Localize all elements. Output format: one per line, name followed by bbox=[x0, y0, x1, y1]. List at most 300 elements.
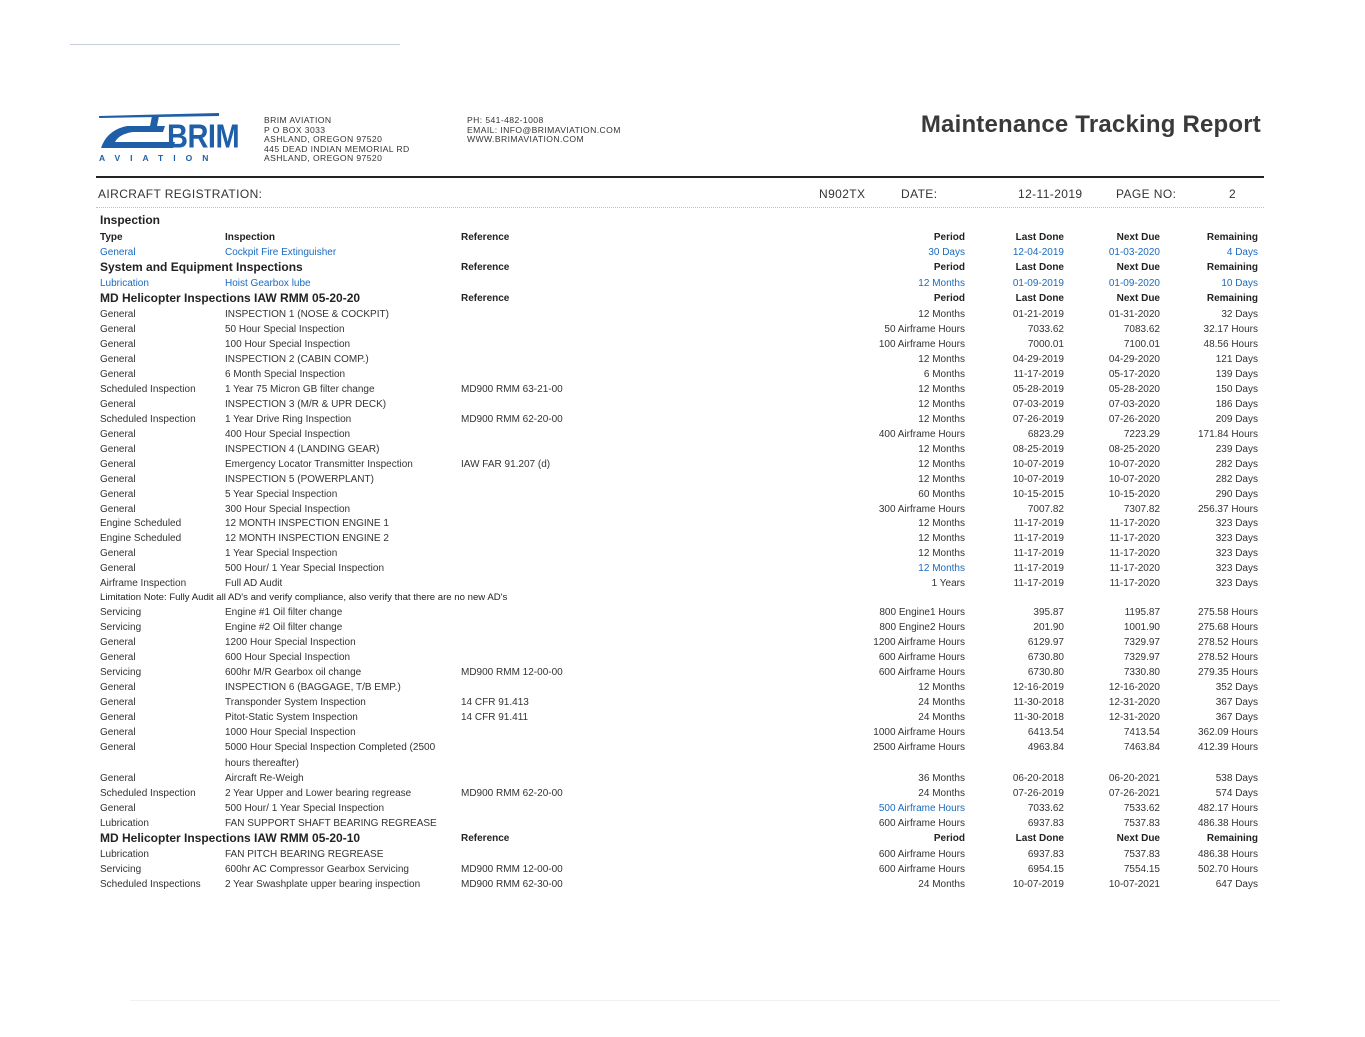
cell-next: 7537.83 bbox=[1123, 818, 1160, 829]
cell-insp: Aircraft Re-Weigh bbox=[225, 773, 304, 784]
cell-insp: INSPECTION 4 (LANDING GEAR) bbox=[225, 444, 380, 455]
cell-rem: 282 Days bbox=[1215, 474, 1258, 485]
cell-ref: MD900 RMM 12-00-00 bbox=[461, 864, 563, 875]
cell-type: General bbox=[100, 682, 136, 693]
cell-type: General bbox=[100, 459, 136, 470]
cell-per: Period bbox=[933, 232, 965, 243]
cell-insp: Engine #2 Oil filter change bbox=[225, 622, 343, 633]
cell-next: 11-17-2020 bbox=[1109, 563, 1160, 574]
cell-rem: 275.68 Hours bbox=[1197, 622, 1258, 633]
cell-insp: 1000 Hour Special Inspection bbox=[225, 727, 356, 738]
cell-insp: INSPECTION 5 (POWERPLANT) bbox=[225, 474, 374, 485]
cell-rem: 367 Days bbox=[1215, 697, 1258, 708]
cell-rem: 121 Days bbox=[1215, 354, 1258, 365]
cell-type: Engine Scheduled bbox=[100, 533, 182, 544]
cell-rem: Remaining bbox=[1206, 232, 1258, 243]
cell-ref: MD900 RMM 62-20-00 bbox=[461, 414, 563, 425]
date-label: DATE: bbox=[901, 187, 938, 201]
cell-insp: 400 Hour Special Inspection bbox=[225, 429, 351, 440]
cell-last: 201.90 bbox=[1033, 622, 1064, 633]
cell-next: 07-03-2020 bbox=[1108, 399, 1160, 410]
cell-last: 10-07-2019 bbox=[1012, 459, 1064, 470]
table-row bbox=[0, 369, 1365, 384]
cell-per: 600 Airframe Hours bbox=[878, 849, 965, 860]
table-row bbox=[0, 474, 1365, 489]
cell-type: MD Helicopter Inspections IAW RMM 05-20-20 bbox=[100, 291, 361, 305]
cell-type: General bbox=[100, 637, 136, 648]
cell-next: 7083.62 bbox=[1123, 324, 1160, 335]
cell-type: Lubrication bbox=[100, 818, 149, 829]
table-row bbox=[0, 324, 1365, 339]
cell-next: Next Due bbox=[1116, 232, 1160, 243]
date-value: 12-11-2019 bbox=[1018, 187, 1083, 201]
cell-next: 10-07-2021 bbox=[1108, 879, 1160, 890]
cell-last: 12-16-2019 bbox=[1012, 682, 1064, 693]
cell-rem: Remaining bbox=[1206, 293, 1258, 304]
cell-type: MD Helicopter Inspections IAW RMM 05-20-10 bbox=[100, 831, 361, 845]
cell-type: Type bbox=[100, 232, 123, 243]
cell-type: General bbox=[100, 369, 136, 380]
cell-type: Airframe Inspection bbox=[100, 578, 187, 589]
cell-type: General bbox=[100, 399, 136, 410]
cell-last: 6730.80 bbox=[1027, 667, 1064, 678]
cell-insp: Emergency Locator Transmitter Inspection bbox=[225, 459, 413, 470]
cell-rem: 502.70 Hours bbox=[1197, 864, 1258, 875]
cell-last: 07-26-2019 bbox=[1012, 788, 1064, 799]
cell-next: 7329.97 bbox=[1123, 637, 1160, 648]
cell-type: General bbox=[100, 548, 136, 559]
table-row bbox=[0, 414, 1365, 429]
cell-next: 7307.82 bbox=[1123, 504, 1160, 515]
cell-last: 06-20-2018 bbox=[1012, 773, 1064, 784]
cell-per: 12 Months bbox=[918, 563, 965, 574]
group-header-row bbox=[0, 293, 1365, 308]
cell-insp: INSPECTION 6 (BAGGAGE, T/B EMP.) bbox=[225, 682, 401, 693]
cell-next: 7463.84 bbox=[1123, 742, 1160, 753]
cell-insp: INSPECTION 1 (NOSE & COCKPIT) bbox=[225, 309, 389, 320]
cell-ref: MD900 RMM 12-00-00 bbox=[461, 667, 563, 678]
cell-insp: 600 Hour Special Inspection bbox=[225, 652, 351, 663]
cell-per: 2500 Airframe Hours bbox=[873, 742, 965, 753]
brim-aviation-logo bbox=[97, 112, 240, 166]
cell-type: General bbox=[100, 742, 136, 753]
cell-type: General bbox=[100, 324, 136, 335]
table-row bbox=[0, 444, 1365, 459]
cell-per: 12 Months bbox=[918, 309, 965, 320]
table-row bbox=[0, 788, 1365, 803]
column-header-row bbox=[0, 232, 1365, 247]
address-line: 445 DEAD INDIAN MEMORIAL RD bbox=[264, 143, 410, 154]
cell-per: 12 Months bbox=[918, 384, 965, 395]
cell-type: General bbox=[100, 247, 136, 258]
cell-last: 11-30-2018 bbox=[1013, 712, 1064, 723]
cell-last: 11-17-2019 bbox=[1013, 548, 1064, 559]
cell-next: 07-26-2020 bbox=[1108, 414, 1160, 425]
cell-last: 7033.62 bbox=[1027, 324, 1064, 335]
cell-next: 05-28-2020 bbox=[1108, 384, 1160, 395]
cell-rem: 412.39 Hours bbox=[1197, 742, 1258, 753]
cell-per: 600 Airframe Hours bbox=[878, 864, 965, 875]
cell-insp: 300 Hour Special Inspection bbox=[225, 504, 351, 515]
cell-per: 12 Months bbox=[918, 518, 965, 529]
cell-rem: 486.38 Hours bbox=[1197, 818, 1258, 829]
cell-insp: hours thereafter) bbox=[225, 758, 299, 769]
cell-insp: 12 MONTH INSPECTION ENGINE 1 bbox=[225, 518, 389, 529]
cell-next: 11-17-2020 bbox=[1109, 548, 1160, 559]
cell-per: 12 Months bbox=[918, 474, 965, 485]
cell-per: 12 Months bbox=[918, 533, 965, 544]
cell-type: Lubrication bbox=[100, 849, 149, 860]
cell-rem: 209 Days bbox=[1215, 414, 1258, 425]
cell-type: Servicing bbox=[100, 667, 142, 678]
cell-ref: Reference bbox=[461, 293, 510, 304]
cell-per: 600 Airframe Hours bbox=[878, 818, 965, 829]
cell-rem: 48.56 Hours bbox=[1203, 339, 1258, 350]
table-row bbox=[0, 803, 1365, 818]
cell-next: 01-31-2020 bbox=[1108, 309, 1160, 320]
scan-artifact-line bbox=[70, 44, 400, 45]
cell-insp: 2 Year Upper and Lower bearing regrease bbox=[225, 788, 412, 799]
cell-type: General bbox=[100, 429, 136, 440]
cell-next: Next Due bbox=[1116, 833, 1160, 844]
page-label: PAGE NO: bbox=[1116, 187, 1177, 201]
table-row bbox=[0, 622, 1365, 637]
cell-insp: 50 Hour Special Inspection bbox=[225, 324, 345, 335]
cell-rem: 279.35 Hours bbox=[1197, 667, 1258, 678]
cell-per: 36 Months bbox=[918, 773, 965, 784]
cell-last: 6129.97 bbox=[1027, 637, 1064, 648]
cell-type: General bbox=[100, 489, 136, 500]
cell-last: 6413.54 bbox=[1027, 727, 1064, 738]
cell-insp: 12 MONTH INSPECTION ENGINE 2 bbox=[225, 533, 389, 544]
cell-type: General bbox=[100, 309, 136, 320]
address-line: P O BOX 3033 bbox=[264, 124, 326, 135]
cell-insp: 600hr M/R Gearbox oil change bbox=[225, 667, 362, 678]
cell-type: General bbox=[100, 712, 136, 723]
cell-rem: 647 Days bbox=[1215, 879, 1258, 890]
cell-type: General bbox=[100, 339, 136, 350]
registration-divider bbox=[96, 207, 1264, 209]
table-row bbox=[0, 489, 1365, 504]
cell-last: 01-09-2019 bbox=[1012, 278, 1064, 289]
cell-type: General bbox=[100, 563, 136, 574]
cell-rem: 282 Days bbox=[1215, 459, 1258, 470]
cell-ref: MD900 RMM 62-30-00 bbox=[461, 879, 563, 890]
cell-rem: 367 Days bbox=[1215, 712, 1258, 723]
address-line: ASHLAND, OREGON 97520 bbox=[264, 153, 383, 164]
cell-rem: 171.84 Hours bbox=[1197, 429, 1258, 440]
limitation-note-row bbox=[0, 592, 1365, 607]
cell-per: 12 Months bbox=[918, 548, 965, 559]
cell-ref: MD900 RMM 63-21-00 bbox=[461, 384, 563, 395]
cell-last: 7000.01 bbox=[1027, 339, 1064, 350]
cell-rem: 323 Days bbox=[1215, 518, 1258, 529]
cell-next: 7537.83 bbox=[1123, 849, 1160, 860]
cell-type: Lubrication bbox=[100, 278, 149, 289]
cell-ref: Reference bbox=[461, 262, 510, 273]
cell-next: 7223.29 bbox=[1123, 429, 1160, 440]
cell-type: General bbox=[100, 474, 136, 485]
cell-rem: 32 Days bbox=[1221, 309, 1258, 320]
cell-type: Servicing bbox=[100, 607, 142, 618]
cell-insp: 1 Year Special Inspection bbox=[225, 548, 338, 559]
table-row bbox=[0, 354, 1365, 369]
table-row bbox=[0, 399, 1365, 414]
cell-per: 800 Engine2 Hours bbox=[879, 622, 965, 633]
report-title: Maintenance Tracking Report bbox=[920, 111, 1261, 138]
cell-next: 10-15-2020 bbox=[1108, 489, 1160, 500]
cell-type: Servicing bbox=[100, 622, 142, 633]
cell-rem: 538 Days bbox=[1215, 773, 1258, 784]
table-row bbox=[0, 849, 1365, 864]
cell-insp: 5000 Hour Special Inspection Completed (2500 bbox=[225, 742, 436, 753]
table-row bbox=[0, 309, 1365, 324]
cell-per: 24 Months bbox=[918, 879, 965, 890]
cell-insp: 2 Year Swashplate upper bearing inspection bbox=[225, 879, 421, 890]
cell-next: 11-17-2020 bbox=[1109, 533, 1160, 544]
table-row bbox=[0, 563, 1365, 578]
table-row bbox=[0, 504, 1365, 519]
cell-next: 7330.80 bbox=[1123, 667, 1160, 678]
header-divider bbox=[96, 176, 1264, 178]
cell-insp: Full AD Audit bbox=[225, 578, 283, 589]
cell-rem: 256.37 Hours bbox=[1197, 504, 1258, 515]
cell-rem: 32.17 Hours bbox=[1203, 324, 1258, 335]
cell-insp: 500 Hour/ 1 Year Special Inspection bbox=[225, 563, 384, 574]
cell-last: 12-04-2019 bbox=[1012, 247, 1064, 258]
cell-next: 1001.90 bbox=[1123, 622, 1160, 633]
cell-insp: 1200 Hour Special Inspection bbox=[225, 637, 356, 648]
cell-per: 24 Months bbox=[918, 712, 965, 723]
cell-type: Servicing bbox=[100, 864, 142, 875]
cell-per: Period bbox=[933, 262, 965, 273]
cell-type: General bbox=[100, 652, 136, 663]
cell-rem: 150 Days bbox=[1215, 384, 1258, 395]
cell-per: 1200 Airframe Hours bbox=[873, 637, 965, 648]
cell-last: Last Done bbox=[1015, 232, 1064, 243]
cell-last: 11-30-2018 bbox=[1013, 697, 1064, 708]
cell-rem: 323 Days bbox=[1215, 533, 1258, 544]
cell-last: 395.87 bbox=[1033, 607, 1064, 618]
table-row bbox=[0, 429, 1365, 444]
cell-per: 30 Days bbox=[928, 247, 965, 258]
cell-next: 08-25-2020 bbox=[1108, 444, 1160, 455]
cell-rem: 352 Days bbox=[1215, 682, 1258, 693]
cell-type: General bbox=[100, 444, 136, 455]
cell-type: General bbox=[100, 697, 136, 708]
cell-type: General bbox=[100, 803, 136, 814]
cell-rem: 4 Days bbox=[1226, 247, 1258, 258]
cell-insp: FAN PITCH BEARING REGREASE bbox=[225, 849, 384, 860]
cell-per: 600 Airframe Hours bbox=[878, 667, 965, 678]
cell-last: 11-17-2019 bbox=[1013, 533, 1064, 544]
cell-per: 24 Months bbox=[918, 697, 965, 708]
logo-text: BRIM bbox=[167, 118, 240, 156]
cell-last: 11-17-2019 bbox=[1013, 578, 1064, 589]
cell-next: 7329.97 bbox=[1123, 652, 1160, 663]
cell-rem: 275.58 Hours bbox=[1197, 607, 1258, 618]
cell-per: 1000 Airframe Hours bbox=[873, 727, 965, 738]
cell-rem: 323 Days bbox=[1215, 563, 1258, 574]
cell-insp: 500 Hour/ 1 Year Special Inspection bbox=[225, 803, 384, 814]
group-header-row bbox=[0, 262, 1365, 277]
cell-per: Period bbox=[933, 293, 965, 304]
cell-next: 7413.54 bbox=[1123, 727, 1160, 738]
cell-rem: 290 Days bbox=[1215, 489, 1258, 500]
cell-type: Engine Scheduled bbox=[100, 518, 182, 529]
cell-next: 7533.62 bbox=[1123, 803, 1160, 814]
cell-insp: 5 Year Special Inspection bbox=[225, 489, 338, 500]
table-row bbox=[0, 607, 1365, 622]
cell-per: Period bbox=[933, 833, 965, 844]
cell-last: 11-17-2019 bbox=[1013, 518, 1064, 529]
cell-insp: Hoist Gearbox lube bbox=[225, 278, 311, 289]
cell-ref: Reference bbox=[461, 232, 510, 243]
scan-artifact-bottom bbox=[130, 1000, 1280, 1001]
cell-last: 11-17-2019 bbox=[1013, 563, 1064, 574]
cell-per: 24 Months bbox=[918, 788, 965, 799]
cell-per: 100 Airframe Hours bbox=[878, 339, 965, 350]
cell-next: 12-16-2020 bbox=[1108, 682, 1160, 693]
cell-rem: 278.52 Hours bbox=[1197, 652, 1258, 663]
cell-per: 12 Months bbox=[918, 682, 965, 693]
cell-type: General bbox=[100, 504, 136, 515]
table-row bbox=[0, 727, 1365, 742]
cell-per: 300 Airframe Hours bbox=[878, 504, 965, 515]
cell-per: 600 Airframe Hours bbox=[878, 652, 965, 663]
cell-per: 6 Months bbox=[923, 369, 965, 380]
cell-rem: 278.52 Hours bbox=[1197, 637, 1258, 648]
cell-rem: 186 Days bbox=[1215, 399, 1258, 410]
cell-next: 07-26-2021 bbox=[1108, 788, 1160, 799]
cell-type: Limitation Note: Fully Audit all AD's and verify compliance, also verify that there are no new AD's bbox=[100, 592, 508, 603]
cell-last: 4963.84 bbox=[1027, 742, 1064, 753]
table-row bbox=[0, 864, 1365, 879]
cell-next: 06-20-2021 bbox=[1108, 773, 1160, 784]
cell-per: 60 Months bbox=[918, 489, 965, 500]
cell-ref: MD900 RMM 62-20-00 bbox=[461, 788, 563, 799]
cell-last: 10-07-2019 bbox=[1012, 879, 1064, 890]
cell-next: 12-31-2020 bbox=[1108, 712, 1160, 723]
cell-per: 12 Months bbox=[918, 278, 965, 289]
cell-rem: 139 Days bbox=[1215, 369, 1258, 380]
cell-insp: 6 Month Special Inspection bbox=[225, 369, 346, 380]
cell-per: 12 Months bbox=[918, 399, 965, 410]
cell-rem: 239 Days bbox=[1215, 444, 1258, 455]
cell-type: General bbox=[100, 727, 136, 738]
cell-insp: Inspection bbox=[225, 232, 276, 243]
logo-subtext: AVIATION bbox=[99, 153, 219, 163]
cell-type: Scheduled Inspection bbox=[100, 414, 196, 425]
cell-insp: INSPECTION 2 (CABIN COMP.) bbox=[225, 354, 369, 365]
cell-insp: 100 Hour Special Inspection bbox=[225, 339, 351, 350]
page-number: 2 bbox=[1229, 187, 1237, 201]
cell-rem: 362.09 Hours bbox=[1197, 727, 1258, 738]
cell-rem: 482.17 Hours bbox=[1197, 803, 1258, 814]
cell-insp: Cockpit Fire Extinguisher bbox=[225, 247, 337, 258]
cell-next: Next Due bbox=[1116, 262, 1160, 273]
cell-insp: 600hr AC Compressor Gearbox Servicing bbox=[225, 864, 409, 875]
cell-insp: 1 Year 75 Micron GB filter change bbox=[225, 384, 375, 395]
cell-insp: Engine #1 Oil filter change bbox=[225, 607, 343, 618]
cell-ref: 14 CFR 91.413 bbox=[461, 697, 529, 708]
email-link[interactable]: EMAIL: INFO@BRIMAVIATION.COM bbox=[467, 124, 621, 135]
cell-rem: 574 Days bbox=[1215, 788, 1258, 799]
cell-per: 800 Engine1 Hours bbox=[879, 607, 965, 618]
cell-rem: Remaining bbox=[1206, 262, 1258, 273]
cell-last: 10-07-2019 bbox=[1012, 474, 1064, 485]
cell-last: 6937.83 bbox=[1027, 818, 1064, 829]
cell-ref: 14 CFR 91.411 bbox=[461, 712, 529, 723]
cell-rem: 323 Days bbox=[1215, 578, 1258, 589]
cell-last: 6823.29 bbox=[1027, 429, 1064, 440]
table-row bbox=[0, 712, 1365, 727]
cell-insp: 1 Year Drive Ring Inspection bbox=[225, 414, 352, 425]
cell-next: 04-29-2020 bbox=[1108, 354, 1160, 365]
cell-rem: Remaining bbox=[1206, 833, 1258, 844]
cell-next: 01-03-2020 bbox=[1108, 247, 1160, 258]
cell-insp: Pitot-Static System Inspection bbox=[225, 712, 358, 723]
cell-per: 12 Months bbox=[918, 459, 965, 470]
cell-per: 12 Months bbox=[918, 444, 965, 455]
table-row bbox=[0, 773, 1365, 788]
cell-last: Last Done bbox=[1015, 293, 1064, 304]
table-row bbox=[0, 548, 1365, 563]
address-line: ASHLAND, OREGON 97520 bbox=[264, 134, 383, 145]
table-row bbox=[0, 879, 1365, 894]
cell-last: 7007.82 bbox=[1027, 504, 1064, 515]
cell-last: 08-25-2019 bbox=[1012, 444, 1064, 455]
cell-next: 11-17-2020 bbox=[1109, 518, 1160, 529]
cell-next: 10-07-2020 bbox=[1108, 474, 1160, 485]
company-address bbox=[264, 116, 410, 164]
phone-text: PH: 541-482-1008 bbox=[467, 115, 544, 125]
cell-last: 11-17-2019 bbox=[1013, 369, 1064, 380]
cell-insp: INSPECTION 3 (M/R & UPR DECK) bbox=[225, 399, 387, 410]
cell-last: 07-26-2019 bbox=[1012, 414, 1064, 425]
cell-per: 12 Months bbox=[918, 414, 965, 425]
table-row-continuation bbox=[0, 758, 1365, 773]
cell-ref: Reference bbox=[461, 833, 510, 844]
cell-type: Scheduled Inspection bbox=[100, 788, 196, 799]
website-link[interactable]: WWW.BRIMAVIATION.COM bbox=[467, 134, 585, 145]
cell-type: System and Equipment Inspections bbox=[100, 260, 303, 274]
cell-next: 7100.01 bbox=[1123, 339, 1160, 350]
table-row bbox=[0, 578, 1365, 593]
address-line: BRIM AVIATION bbox=[264, 115, 332, 125]
cell-next: 10-07-2020 bbox=[1108, 459, 1160, 470]
cell-rem: 486.38 Hours bbox=[1197, 849, 1258, 860]
table-row bbox=[0, 667, 1365, 682]
table-row bbox=[0, 518, 1365, 533]
cell-type: General bbox=[100, 773, 136, 784]
company-contact bbox=[467, 116, 621, 145]
cell-per: 12 Months bbox=[918, 354, 965, 365]
table-row bbox=[0, 742, 1365, 757]
cell-insp: FAN SUPPORT SHAFT BEARING REGREASE bbox=[225, 818, 437, 829]
cell-insp: Transponder System Inspection bbox=[225, 697, 366, 708]
cell-last: 01-21-2019 bbox=[1012, 309, 1064, 320]
cell-rem: 323 Days bbox=[1215, 548, 1258, 559]
cell-per: 1 Years bbox=[931, 578, 965, 589]
cell-type: Scheduled Inspections bbox=[100, 879, 201, 890]
cell-rem: 10 Days bbox=[1221, 278, 1258, 289]
cell-next: 11-17-2020 bbox=[1109, 578, 1160, 589]
cell-last: 04-29-2019 bbox=[1012, 354, 1064, 365]
table-row bbox=[0, 339, 1365, 354]
table-row bbox=[0, 637, 1365, 652]
cell-next: 1195.87 bbox=[1124, 607, 1160, 618]
